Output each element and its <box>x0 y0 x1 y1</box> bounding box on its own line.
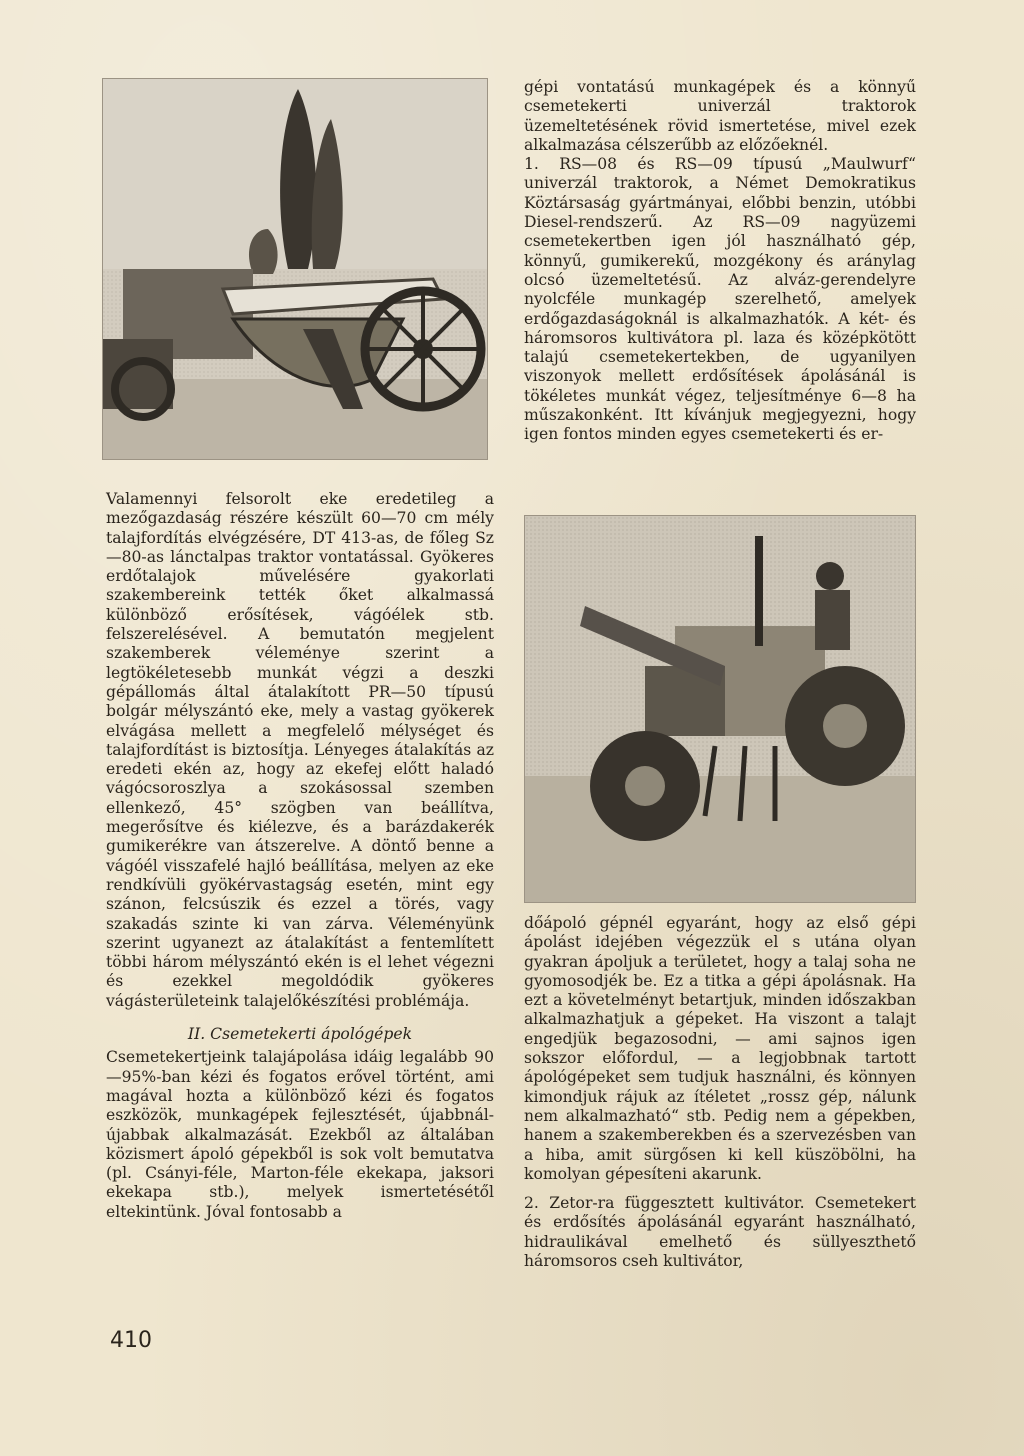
paragraph: gépi vontatású munkagépek és a könnyű csemetekerti univerzál traktorok üzemeltetésének rövid ismertetése, mivel ezek alkalmazása célszerűbb az előzőeknél. <box>524 78 916 154</box>
right-column-top <box>524 78 916 445</box>
page-number: 410 <box>110 1328 152 1353</box>
paragraph-gap <box>524 1184 916 1194</box>
left-column <box>106 490 494 1222</box>
plough-photo <box>102 78 488 460</box>
paragraph: 2. Zetor-ra függesztett kultivátor. Csemetekert és erdősítés ápolásánál egyaránt használható, hidraulikával emelhető és süllyeszthető háromsoros cseh kultivátor, <box>524 1194 916 1271</box>
paragraph: 1. RS—08 és RS—09 típusú „Maulwurf“ univerzál traktorok, a Német Demokratikus Köztársaság gyártmányai, előbbi benzin, utóbbi Diesel-rendszerű. Az RS—09 nagyüzemi csemetekertben igen jól használható gép, könnyű, gumikerekű, mozgékony és aránylag olcsó üzemeltetésű. Az alváz-gerendelyre nyolcféle munkagép szerelhető, amelyek erdőgazdaságoknál is alkalmazhatók. A két- és háromsoros kultivátora pl. laza és középkötött talajú csemetekertekben, de ugyanilyen viszonyok mellett erdősítések ápolásánál is tökéletes munkát végez, teljesítménye 6—8 ha műszakonként. Itt kívánjuk megjegyezni, hogy igen fontos minden egyes csemetekerti és er- <box>524 155 916 444</box>
paragraph: Csemetekertjeink talajápolása idáig legalább 90—95%-ban kézi és fogatos erővel történt, ami magával hozta a különböző kézi és fogatos eszközök, munkagépek fejlesztését, újabbnál-újabbak alkalmazását. Ezekből az általában közismert ápoló gépekből is sok volt bemutatva (pl. Csányi-féle, Marton-féle ekekapa, jaksori ekekapa stb.), melyek ismertetésétől eltekintünk. Jóval fontosabb a <box>106 1048 494 1221</box>
tractor-photo-icon <box>525 516 915 902</box>
paragraph: Valamennyi felsorolt eke eredetileg a mezőgazdaság részére készült 60—70 cm mély talajfordítás elvégzésére, DT 413-as, de főleg Sz—80-as lánctalpas traktor vontatással. Gyökeres erdőtalajok művelésére gyakorlati szakembereink tették őket alkalmassá különböző erősítések, vágóélek stb. felszerelésével. A bemutatón megjelent szakemberek véleménye szerint a legtökéletesebb munkát végzi a deszki gépállomás által átalakított PR—50 típusú bolgár mélyszántó eke, mely a vastag gyökerek elvágása mellett a megfelelő mélységet és talajfordítást is biztosítja. Lényeges átalakítás az eredeti ekén az, hogy az ekefej előtt haladó vágócsoroszlya a szokásossal szemben ellenkező, 45° szögben van beállítva, megerősítve és kiélezve, és a barázdakerék gumikerékre van átszerelve. A döntő benne a vágóél visszafelé hajló beállítása, melyen az eke rendkívüli gyökérvastagság esetén, mint egy szánon, felcsúszik és ezzel a törés, vagy szakadás szinte ki van zárva. Véleményünk szerint ugyanezt az átalakítást a fentemlített többi három mélyszántó ekén is el lehet végezni és ezekkel megoldódik gyökeres vágásterületeink talajelőkészítési problémája. <box>106 490 494 1010</box>
tractor-photo <box>524 515 916 903</box>
plough-photo-icon <box>103 79 487 459</box>
paragraph: dőápoló gépnél egyaránt, hogy az első gépi ápolást idejében végezzük el s utána olyan gyakran ápoljuk a területet, hogy a talaj soha ne gyomosodjék be. Ez a titka a gépi ápolásnak. Ha ezt a követelményt betartjuk, minden időszakban alkalmazhatjuk a gépeket. Ha viszont a talajt engedjük begazosodni, — ami sajnos igen sokszor előfordul, — a legjobbnak tartott ápológépeket sem tudjuk használni, és könnyen kimondjuk rájuk az ítéletet „rossz gép, nálunk nem alkalmazható“ stb. Pedig nem a gépekben, hanem a szakemberekben és a szervezésben van a hiba, amit sürgősen ki kell küszöbölni, ha komolyan gépesíteni akarunk. <box>524 914 916 1183</box>
section-title: II. Csemetekerti ápológépek <box>187 1025 413 1044</box>
right-column-bottom <box>524 914 916 1271</box>
